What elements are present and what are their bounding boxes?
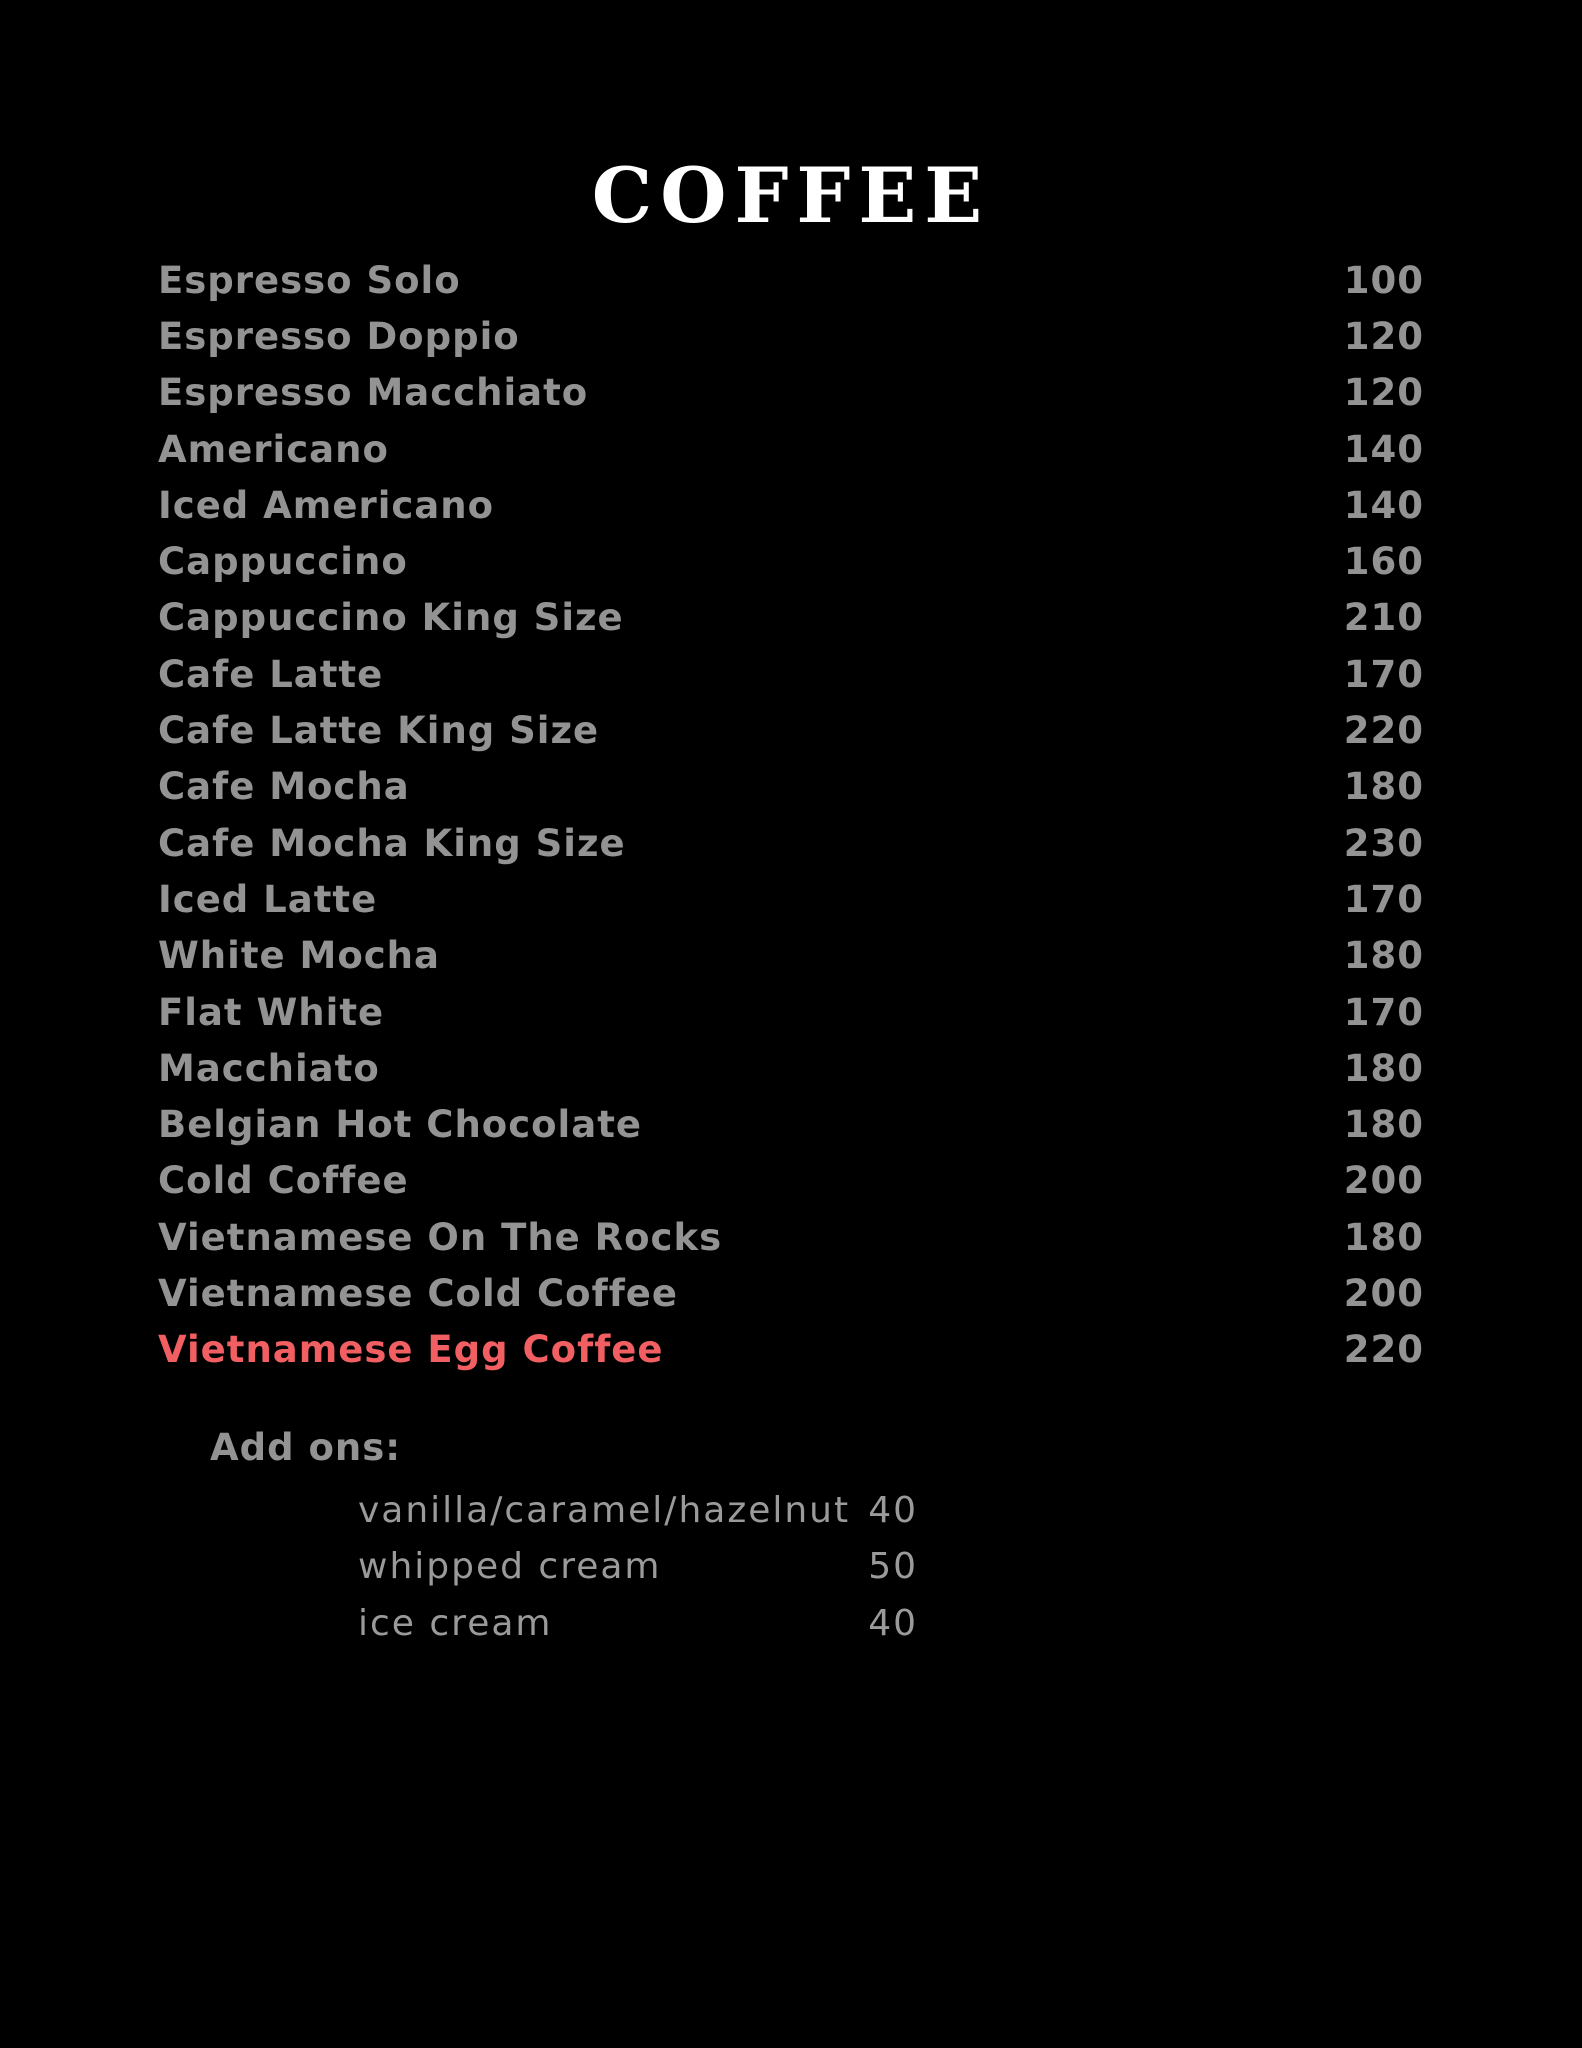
menu-item-name: Iced Americano	[158, 483, 495, 527]
menu-item-price: 170	[1343, 877, 1424, 921]
menu-item-price: 160	[1343, 540, 1424, 584]
menu-item-price: 170	[1343, 652, 1424, 696]
menu-item-name: Flat White	[158, 990, 385, 1034]
menu-item-price: 220	[1343, 1328, 1424, 1372]
addon-price: 40	[868, 1602, 918, 1644]
addon-name: whipped cream	[358, 1546, 662, 1588]
menu-item-name: Vietnamese On The Rocks	[158, 1215, 723, 1259]
addon-price: 40	[868, 1489, 918, 1531]
menu-item-name: Cappuccino King Size	[158, 596, 624, 640]
menu-item-price: 200	[1343, 1159, 1424, 1203]
menu-item-price: 140	[1343, 427, 1424, 471]
addons-heading: Add ons:	[210, 1426, 402, 1469]
menu-item-price: 100	[1343, 258, 1424, 302]
menu-item-featured	[158, 1322, 1424, 1378]
menu-item-name: Cafe Latte King Size	[158, 709, 600, 753]
menu-item-price: 220	[1343, 709, 1424, 753]
menu-item	[158, 365, 1424, 421]
menu-item	[158, 702, 1424, 758]
menu-item-price: 140	[1343, 483, 1424, 527]
menu-item	[158, 590, 1424, 646]
menu-item	[158, 759, 1424, 815]
menu-item-name: Macchiato	[158, 1046, 380, 1090]
addon-item	[358, 1539, 918, 1596]
menu-title: COFFEE	[591, 151, 991, 240]
menu-item	[158, 1096, 1424, 1152]
menu-item	[158, 421, 1424, 477]
menu-item-name: Cafe Mocha King Size	[158, 821, 626, 865]
menu-item-name: Cafe Mocha	[158, 765, 410, 809]
addon-item	[358, 1595, 918, 1652]
menu-item-price: 230	[1343, 821, 1424, 865]
menu-item-price: 180	[1343, 1046, 1424, 1090]
menu-item	[158, 252, 1424, 308]
menu-item-price: 170	[1343, 990, 1424, 1034]
addon-name: vanilla/caramel/hazelnut	[358, 1489, 851, 1531]
addon-name: ice cream	[358, 1602, 553, 1644]
menu-item	[158, 1040, 1424, 1096]
menu-item-price: 120	[1343, 314, 1424, 358]
menu-item-price: 200	[1343, 1271, 1424, 1315]
addons-list	[358, 1482, 918, 1652]
menu-item-price: 180	[1343, 765, 1424, 809]
menu-item-name: Cafe Latte	[158, 652, 384, 696]
menu-item-name: Vietnamese Egg Coffee	[158, 1328, 664, 1372]
menu-item-price: 180	[1343, 1103, 1424, 1147]
menu-item	[158, 1209, 1424, 1265]
menu-item-name: Belgian Hot Chocolate	[158, 1103, 642, 1147]
menu-item	[158, 646, 1424, 702]
menu-item-price: 120	[1343, 371, 1424, 415]
menu-item	[158, 984, 1424, 1040]
menu-item	[158, 815, 1424, 871]
addon-item	[358, 1482, 918, 1539]
menu-item-name: Cappuccino	[158, 540, 408, 584]
menu-item	[158, 928, 1424, 984]
menu-item	[158, 1265, 1424, 1321]
coffee-menu-list	[158, 252, 1424, 1378]
menu-item-name: Iced Latte	[158, 877, 378, 921]
menu-item	[158, 477, 1424, 533]
addon-price: 50	[868, 1546, 918, 1588]
menu-item	[158, 308, 1424, 364]
menu-item-price: 210	[1343, 596, 1424, 640]
menu-item-price: 180	[1343, 934, 1424, 978]
menu-item-name: Espresso Macchiato	[158, 371, 589, 415]
menu-item-name: Espresso Doppio	[158, 314, 520, 358]
menu-item	[158, 1153, 1424, 1209]
menu-item-name: Cold Coffee	[158, 1159, 409, 1203]
menu-item-name: Espresso Solo	[158, 258, 461, 302]
menu-item	[158, 533, 1424, 589]
menu-item-name: White Mocha	[158, 934, 440, 978]
menu-item-name: Vietnamese Cold Coffee	[158, 1271, 678, 1315]
menu-item-price: 180	[1343, 1215, 1424, 1259]
menu-item	[158, 871, 1424, 927]
menu-item-name: Americano	[158, 427, 389, 471]
